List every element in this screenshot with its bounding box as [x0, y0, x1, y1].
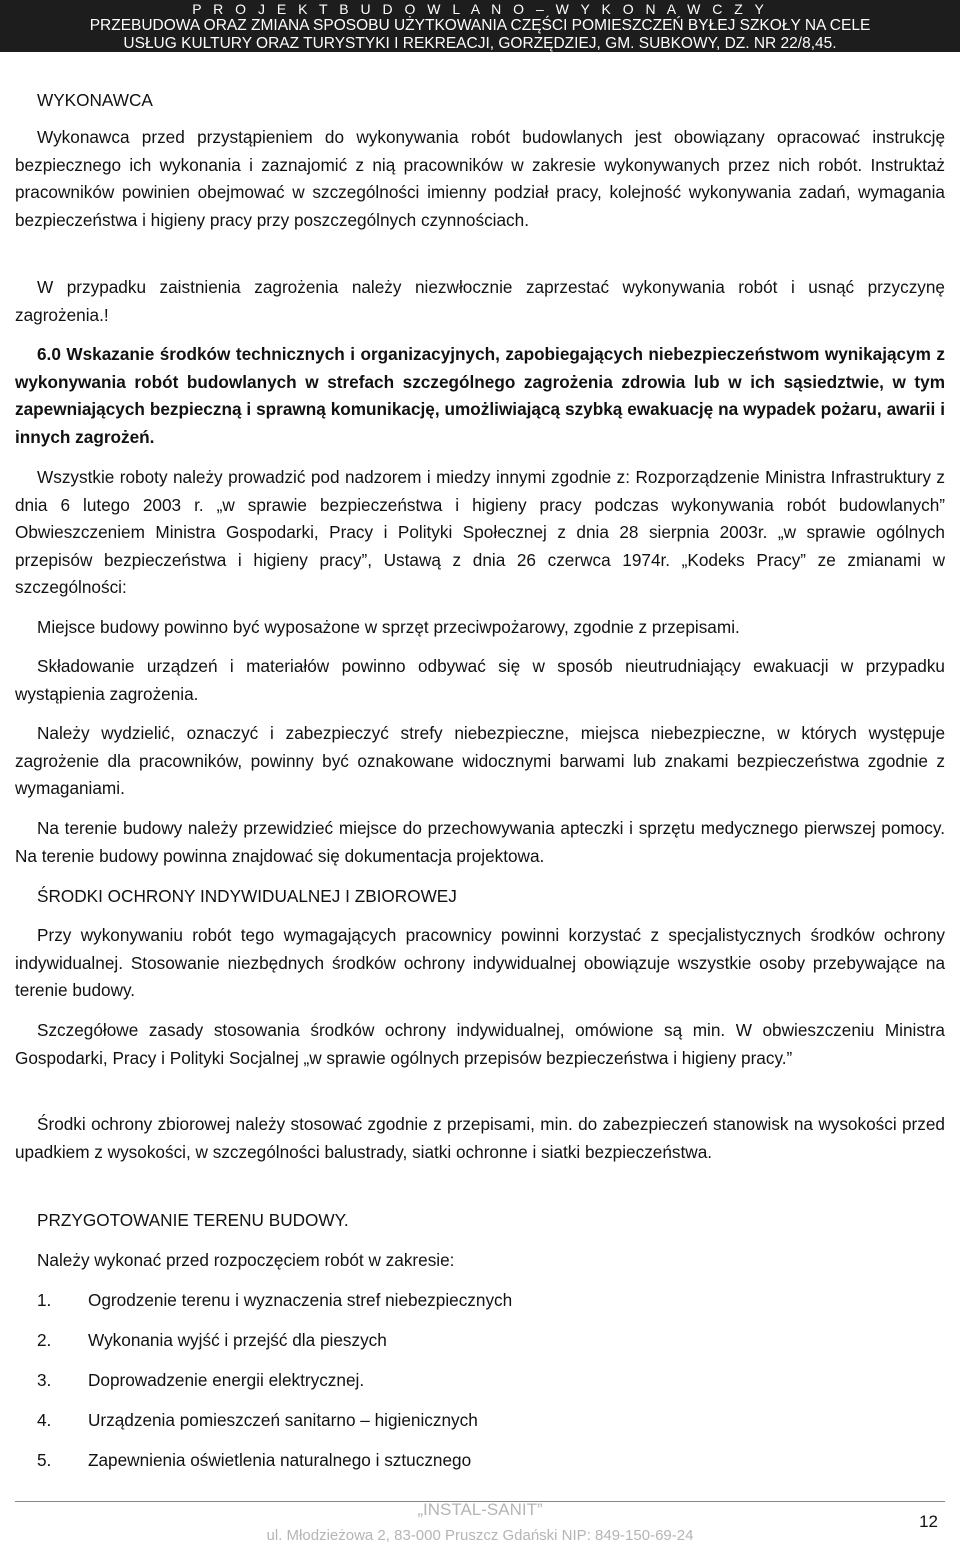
list-item-text: Ogrodzenie terenu i wyznaczenia stref niebezpiecznych	[88, 1290, 513, 1310]
paragraph-skladowanie: Składowanie urządzeń i materiałów powinno odbywać się w sposób nieutrudniający ewakuacji w przypadku wystąpienia zagrożenia.	[15, 656, 945, 704]
paragraph-zakres-robot: Należy wykonać przed rozpoczęciem robót w zakresie:	[37, 1250, 455, 1270]
list-item-number: 4.	[37, 1410, 52, 1430]
list-item	[37, 1286, 512, 1314]
section-6-title: 6.0 Wskazanie środków technicznych i organizacyjnych, zapobiegających niebezpieczeństwom wynikającym z wykonywania robót budowlanych w strefach szczególnego zagrożenia zdrowia lub w ich sąsiedztwie, w tym zapewniających bezpieczną i sprawną komunikację, umożliwiającą szybką ewakuację na wypadek pożaru, awarii i innych zagrożeń.	[15, 344, 945, 447]
list-item-text: Doprowadzenie energii elektrycznej.	[88, 1370, 365, 1390]
list-item-number: 1.	[37, 1290, 52, 1310]
section-heading-przygotowanie: PRZYGOTOWANIE TERENU BUDOWY.	[37, 1210, 349, 1230]
list-item-text: Urządzenia pomieszczeń sanitarno – higienicznych	[88, 1410, 478, 1430]
footer-company-name: „INSTAL-SANIT”	[417, 1500, 543, 1519]
header-title-line2: USŁUG KULTURY ORAZ TURYSTYKI I REKREACJI, GORZĘDZIEJ, GM. SUBKOWY, DZ. NR 22/8,45.	[123, 35, 837, 52]
section-heading-wykonawca: WYKONAWCA	[37, 90, 153, 110]
paragraph-zasady-stosowania: Szczegółowe zasady stosowania środków ochrony indywidualnej, omówione są min. W obwieszczeniu Ministra Gospodarki, Pracy i Polityki Socjalnej „w sprawie ogólnych przepisów bezpieczeństwa i higieny pracy.”	[15, 1020, 945, 1068]
paragraph-strefy-niebezpieczne: Należy wydzielić, oznaczyć i zabezpieczyć strefy niebezpieczne, miejsca niebezpieczne, w których występuje zagrożenie dla pracowników, powinny być oznakowane widocznymi barwami lub znakami bezpieczeństwa zgodnie z wymaganiami.	[15, 723, 945, 798]
list-item-text: Wykonania wyjść i przejść dla pieszych	[88, 1330, 387, 1350]
paragraph-ochrona-indywidualna: Przy wykonywaniu robót tego wymagających pracownicy powinni korzystać z specjalistycznych środków ochrony indywidualnej. Stosowanie niezbędnych środków ochrony indywidualnej obowiązuje wszystkie osoby przebywające na terenie budowy.	[15, 925, 945, 1000]
header-project-type: P R O J E K T B U D O W L A N O – W Y K O N A W C Z Y	[192, 1, 768, 17]
list-item	[37, 1446, 471, 1474]
list-item	[37, 1366, 364, 1394]
paragraph-ochrona-zbiorowa: Środki ochrony zbiorowej należy stosować zgodnie z przepisami, min. do zabezpieczeń stanowisk na wysokości przed upadkiem z wysokości, w szczególności balustrady, siatki ochronne i siatki bezpieczeństwa.	[15, 1114, 945, 1162]
list-item-number: 3.	[37, 1370, 52, 1390]
paragraph-wykonawca-instrukcja: Wykonawca przed przystąpieniem do wykonywania robót budowlanych jest obowiązany opracować instrukcję bezpiecznego ich wykonania i zaznajomić z nią pracowników w zakresie wykonywanych przez nich robót. Instruktaż pracowników powinien obejmować w szczególności imienny podział pracy, kolejność wykonywania zadań, wymagania bezpieczeństwa i higieny pracy przy poszczególnych czynnościach.	[15, 127, 945, 230]
paragraph-zagrozenie: W przypadku zaistnienia zagrożenia należy niezwłocznie zaprzestać wykonywania robót i usnąć przyczynę zagrożenia.!	[15, 277, 945, 325]
paragraph-nadzor: Wszystkie roboty należy prowadzić pod nadzorem i miedzy innymi zgodnie z: Rozporządzenie Ministra Infrastruktury z dnia 6 lutego 2003 r. „w sprawie bezpieczeństwa i higieny pracy podczas wykonywania robót budowlanych” Obwieszczeniem Ministra Gospodarki, Pracy i Polityki Społecznej z dnia 28 sierpnia 2003r. „w sprawie ogólnych przepisów bezpieczeństwa i higieny pracy”, Ustawą z dnia 26 czerwca 1974r. „Kodeks Pracy” ze zmianami w szczególności:	[15, 467, 945, 597]
footer-address: ul. Młodzieżowa 2, 83-000 Pruszcz Gdański NIP: 849-150-69-24	[266, 1527, 694, 1544]
page-number: 12	[919, 1512, 938, 1531]
list-item-text: Zapewnienia oświetlenia naturalnego i sztucznego	[88, 1450, 472, 1470]
document-header	[0, 0, 960, 52]
list-item-number: 2.	[37, 1330, 52, 1350]
list-item	[37, 1406, 478, 1434]
paragraph-apteczka: Na terenie budowy należy przewidzieć miejsce do przechowywania apteczki i sprzętu medycznego pierwszej pomocy. Na terenie budowy powinna znajdować się dokumentacja projektowa.	[15, 818, 945, 866]
list-item	[37, 1326, 387, 1354]
paragraph-sprzet-ppoz: Miejsce budowy powinno być wyposażone w sprzęt przeciwpożarowy, zgodnie z przepisami.	[37, 617, 740, 637]
section-heading-srodki-ochrony: ŚRODKI OCHRONY INDYWIDUALNEJ I ZBIOROWEJ	[37, 886, 457, 906]
list-item-number: 5.	[37, 1450, 52, 1470]
header-title-line1: PRZEBUDOWA ORAZ ZMIANA SPOSOBU UŻYTKOWANIA CZĘŚCI POMIESZCZEŃ BYŁEJ SZKOŁY NA CELE	[89, 17, 871, 34]
